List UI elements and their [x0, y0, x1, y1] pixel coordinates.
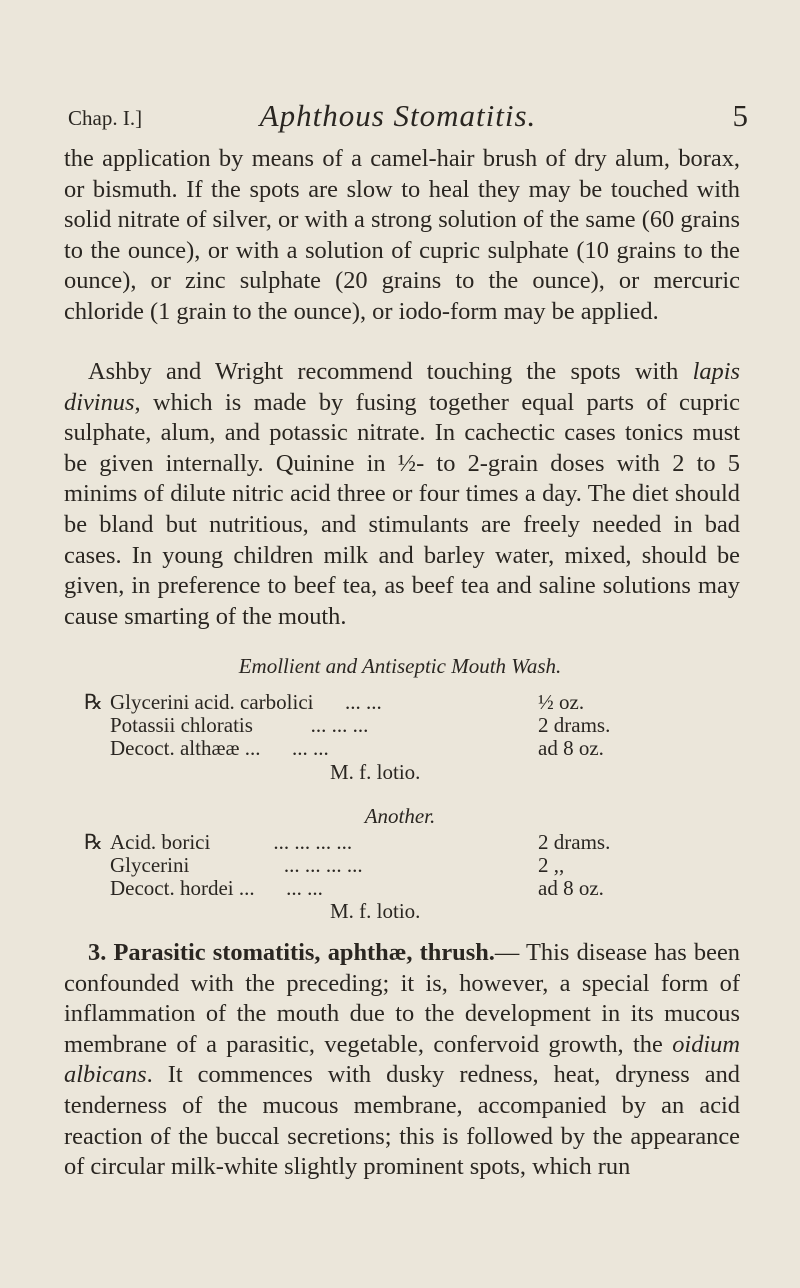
recipe2-quantity: 2 drams.	[538, 830, 611, 854]
recipe1-quantity: ad 8 oz.	[538, 736, 604, 760]
recipe1-ingredient: Decoct. althææ ... ... ...	[110, 736, 329, 760]
running-header	[48, 98, 748, 138]
chapter-label: Chap. I.]	[68, 106, 143, 130]
recipe2-ingredient: ℞ Acid. borici ... ... ... ...	[84, 830, 353, 854]
recipe1-footer: M. f. lotio.	[330, 760, 421, 784]
paragraph-ashby-wright: Ashby and Wright recommend touching the spots with lapis divinus, which is made by fusing together equal parts of cupric sulphate, alum, and potassic nitrate. In cachectic cases tonics must be given internally. Quinine in ½- to 2-grain doses with 2 to 5 minims of dilute nitric acid three or four times a day. The diet should be bland but nutritious, and stimulants are freely needed in bad cases. In young children milk and barley water, mixed, should be given, in preference to beef tea, as beef tea and saline solutions may cause smarting of the mouth.	[64, 358, 740, 630]
recipe-heading-mouth-wash: Emollient and Antiseptic Mouth Wash.	[238, 654, 562, 678]
recipe1-quantity: ½ oz.	[538, 690, 585, 714]
recipe-heading-another: Another.	[364, 804, 436, 828]
section-heading: 3. Parasitic stomatitis, aphthæ, thrush.	[88, 939, 495, 966]
paragraph-treatment: the application by means of a camel-hair brush of dry alum, borax, or bismuth. If the spots are slow to heal they may be touched with solid nitrate of silver, or with a strong solution of the same (60 grains to the ounce), or with a solution of cupric sulphate (10 grains to the ounce), or zinc sulphate (20 grains to the ounce), or mercuric chloride (1 grain to the ounce), or iodo-form may be applied.	[64, 145, 740, 325]
recipe1-ingredient: Potassii chloratis ... ... ...	[110, 713, 369, 737]
emphasis-lapis-divinus: lapis divinus	[64, 358, 740, 416]
recipe1-ingredient: ℞ Glycerini acid. carbolici ... ...	[84, 690, 382, 714]
recipe2-quantity: 2 ,,	[538, 853, 565, 877]
recipe-symbol: ℞	[84, 690, 103, 714]
recipe1-quantity: 2 drams.	[538, 713, 611, 737]
running-title: Aphthous Stomatitis.	[259, 98, 537, 133]
page-number: 5	[732, 98, 748, 133]
recipe2-ingredient: Decoct. hordei ... ... ...	[110, 876, 323, 900]
recipe2-ingredient: Glycerini ... ... ... ...	[110, 853, 363, 877]
paragraph-parasitic-stomatitis: 3. Parasitic stomatitis, aphthæ, thrush.— This disease has been confounded with the preceding; it is, however, a special form of inflammation of the mouth due to the development in its mucous membrane of a parasitic, vegetable, confervoid growth, the oidium albicans. It commences with dusky redness, heat, dryness and tenderness of the mucous membrane, accompanied by an acid reaction of the buccal secretions; this is followed by the appearance of circular milk-white slightly prominent spots, which run	[64, 939, 740, 1181]
recipe2-quantity: ad 8 oz.	[538, 876, 604, 900]
recipe-symbol: ℞	[84, 830, 103, 854]
recipe2-footer: M. f. lotio.	[330, 899, 421, 923]
emphasis-oidium-albicans: oidium albicans	[64, 1030, 740, 1089]
